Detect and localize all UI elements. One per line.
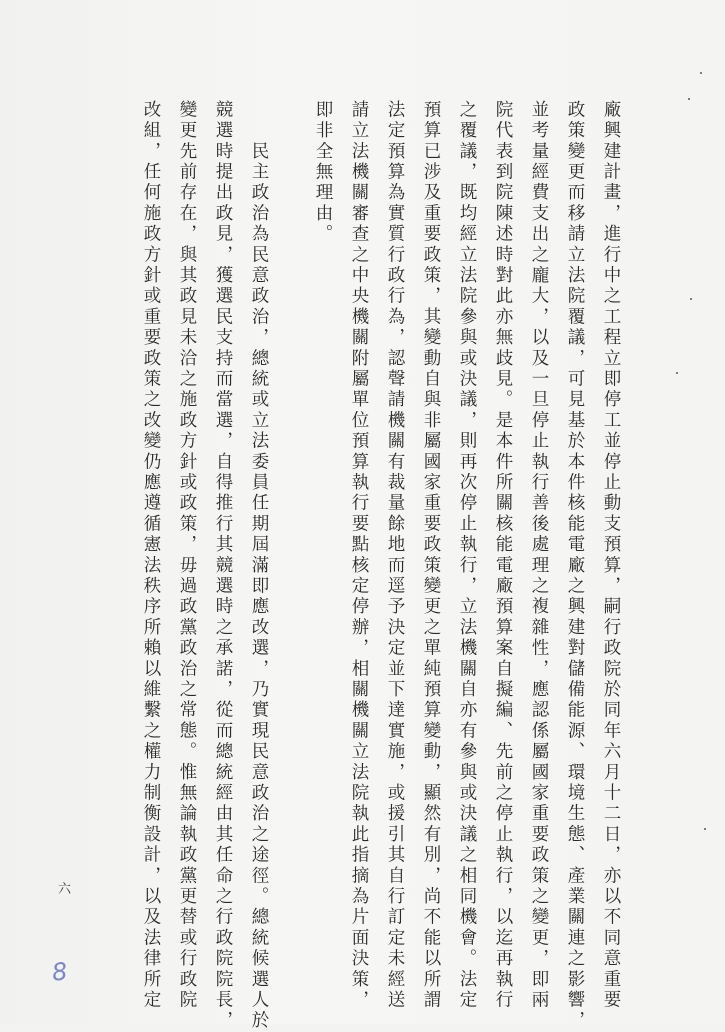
handwritten-mark: 8: [50, 957, 69, 987]
text-line: 政策變更而移請立法院覆議，可見基於本件核能電廠之興建對儲備能源、環境生態、產業關連之影響，: [565, 100, 585, 1032]
scan-speck: [676, 372, 678, 374]
text-line: 預算已涉及重要政策，其變動自與非屬國家重要政策變更之單純預算變動，顯然有別，尚不能以所謂: [421, 100, 441, 1011]
scan-speck: [704, 828, 706, 830]
text-line: 並考量經費支出之龐大，以及一旦停止執行善後處理之複雜性，應認係屬國家重要政策之變更，即兩: [529, 100, 549, 1011]
text-line: 競選時提出政見，獲選民支持而當選，自得推行其競選時之承諾，從而總統經由其任命之行政院院長，: [213, 100, 233, 1032]
scan-speck: [690, 298, 692, 300]
text-line: 民主政治為民意政治，總統或立法委員任期屆滿即應改選，乃實現民意政治之途徑。總統候選人於: [249, 100, 269, 1032]
page-number: 六: [58, 882, 72, 897]
text-line: 變更先前存在，與其政見未洽之施政方針或政策，毋過政黨政治之常態。惟無論執政黨更替或行政院: [177, 100, 197, 1011]
text-line: 之覆議，既均經立法院參與或決議，則再次停止執行，立法機關自亦有參與或決議之相同機會。法定: [457, 100, 477, 1011]
text-line: 即非全無理由。: [313, 100, 333, 245]
text-line: 院代表到院陳述時對此亦無歧見。是本件所關核能電廠預算案自擬編、先前之停止執行，以迄再執行: [493, 100, 513, 1011]
text-line: 法定預算為實質行政行為，認聲請機關有裁量餘地而逕予決定並下達實施，或援引其自行訂定未經送: [385, 100, 405, 1011]
scan-speck: [700, 72, 702, 74]
text-line: 改組，任何施政方針或重要政策之改變仍應遵循憲法秩序所賴以維繫之權力制衡設計，以及法律所定: [141, 100, 161, 1011]
text-line: 廠興建計畫，進行中之工程立即停工並停止動支預算，嗣行政院於同年六月十二日，亦以不同意重要: [601, 100, 621, 1011]
scan-speck: [688, 98, 690, 100]
text-line: 請立法機關審查之中央機關附屬單位預算執行要點核定停辦，相關機關立法院執此指摘為片面決策，: [349, 100, 369, 1011]
